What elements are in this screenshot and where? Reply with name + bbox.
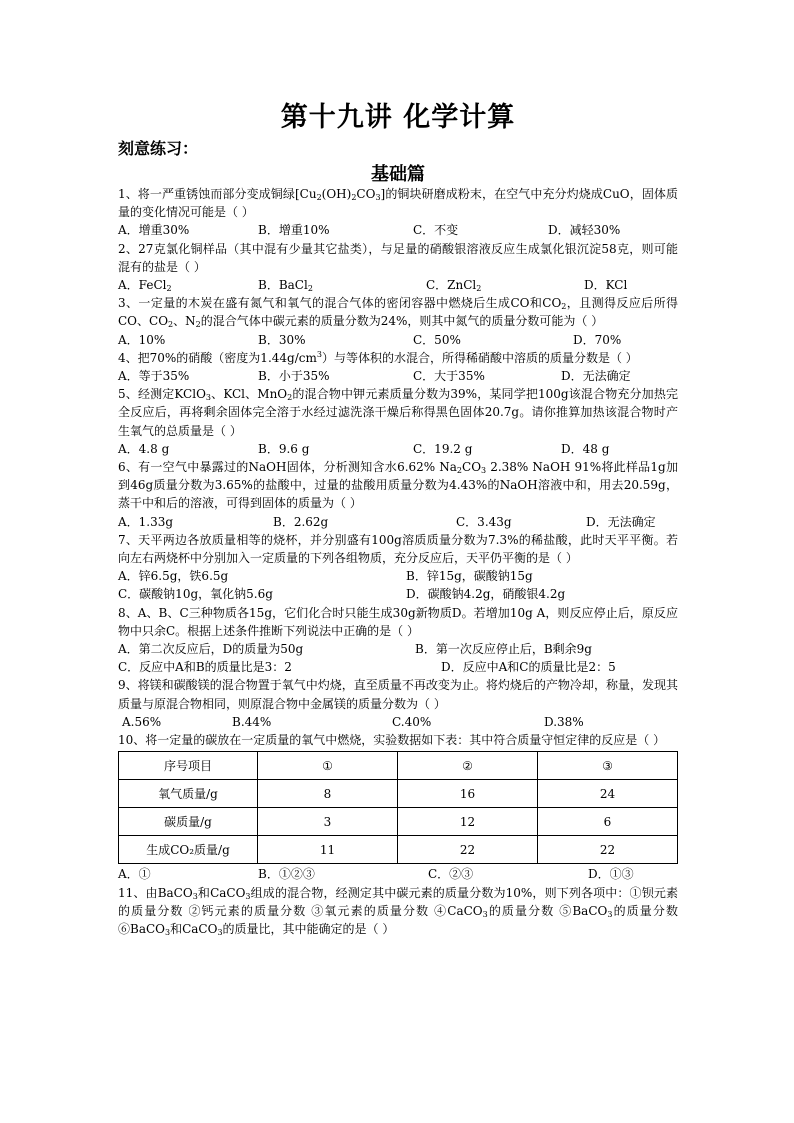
question-2: 2、27克氯化铜样品（其中混有少量其它盐类），与足量的硝酸银溶液反应生成氯化银沉淀58克，则可能混有的盐是（ ） <box>118 241 678 274</box>
question-8: 8、A、B、C三种物质各15g，它们化合时只能生成30g新物质D。若增加10g A，则反应停止后，原反应物中只余C。根据上述条件推断下列说法中正确的是（ ） <box>118 605 678 638</box>
option-c: C.40% <box>392 714 432 729</box>
table-header-cell: ③ <box>538 752 678 780</box>
question-9: 9、将镁和碳酸镁的混合物置于氧气中灼烧，直至质量不再改变为止。将灼烧后的产物冷却，称量，发现其质量与原混合物相同，则原混合物中金属镁的质量分数为（ ） <box>118 678 678 711</box>
option-c: C．3.43g <box>456 514 512 529</box>
option-a: A.56% <box>122 714 162 729</box>
question-1-options <box>118 221 678 239</box>
table-cell: 碳质量/g <box>119 808 258 836</box>
option-b: B．小于35% <box>258 369 330 384</box>
section-heading: 基础篇 <box>371 164 425 185</box>
option-d: D．70% <box>573 332 622 347</box>
practice-heading: 刻意练习： <box>118 139 199 158</box>
table-header-cell: ② <box>398 752 538 780</box>
table-cell: 6 <box>538 808 678 836</box>
table-cell: 8 <box>258 780 398 808</box>
question-5: 5、经测定KClO$_3$、KCl、MnO$_2$的混合物中钾元素质量分数为39%，某同学把100g该混合物充分加热完全反应后，再将剩余固体完全溶于水经过滤洗涤干燥后称得黑色固体20.7g。请你推算加热该混合物时产生氧气的总质量是（ ） <box>118 387 678 438</box>
option-a: A．增重30% <box>118 223 190 238</box>
question-3: 3、一定量的木炭在盛有氮气和氧气的混合气体的密闭容器中燃烧后生成CO和$CO_2$，且测得反应后所得CO、$CO_2$、$N_2$的混合气体中碳元素的质量分数为24%，则其中氮气的质量分数可能为（ ） <box>118 296 678 330</box>
table-cell: 氧气质量/g <box>119 780 258 808</box>
option-c: C．②③ <box>428 867 474 882</box>
table-cell: 3 <box>258 808 398 836</box>
option-a: A．10% <box>118 332 166 347</box>
option-d: D．KCl <box>584 278 628 293</box>
option-b: B．增重10% <box>258 223 330 238</box>
option-a: A．1.33g <box>118 514 174 529</box>
question-list <box>118 185 678 938</box>
option-d: D．碳酸钠4.2g，硝酸银4.2g <box>406 587 566 602</box>
option-b: B．9.6 g <box>258 441 310 456</box>
table-cell: 12 <box>398 808 538 836</box>
table-cell: 22 <box>538 836 678 864</box>
table-cell: 22 <box>398 836 538 864</box>
question-6-options <box>118 513 678 531</box>
option-c: C．不变 <box>413 223 459 238</box>
option-c: C．19.2 g <box>413 441 473 456</box>
option-c: C．碳酸钠10g，氧化钠5.6g <box>118 587 273 602</box>
option-a: A．等于35% <box>118 369 190 384</box>
option-b: B．锌15g，碳酸钠15g <box>406 569 533 584</box>
option-d: D．①③ <box>588 867 634 882</box>
option-c: C．反应中A和B的质量比是3：2 <box>118 660 292 675</box>
question-7: 7、天平两边各放质量相等的烧杯，并分别盛有100g溶质质量分数为7.3%的稀盐酸，此时天平平衡。若向左右两烧杯中分别加入一定质量的下列各组物质，充分反应后，天平仍平衡的是（ ） <box>118 532 678 566</box>
table-cell: 11 <box>258 836 398 864</box>
option-b: B．第一次反应停止后，B剩余9g <box>415 642 592 657</box>
question-2-options <box>118 276 678 294</box>
table-header-cell: 序号项目 <box>119 752 258 780</box>
table-row <box>119 836 678 864</box>
experiment-data-table <box>118 751 678 864</box>
option-d: D．无法确定 <box>586 514 656 529</box>
question-4-options <box>118 367 678 385</box>
option-c: C．ZnCl$_2$ <box>426 278 482 294</box>
option-d: D.38% <box>544 714 584 729</box>
question-7-options-row2 <box>118 585 678 603</box>
option-d: D．减轻30% <box>548 223 621 238</box>
question-10: 10、将一定量的碳放在一定质量的氧气中燃烧，实验数据如下表：其中符合质量守恒定律的反应是（ ） <box>118 733 666 748</box>
table-cell: 生成CO₂质量/g <box>119 836 258 864</box>
table-row <box>119 780 678 808</box>
option-b: B．30% <box>258 332 306 347</box>
question-5-options <box>118 440 678 458</box>
option-a: A．FeCl$_2$ <box>118 278 172 294</box>
question-1: 1、将一严重锈蚀而部分变成铜绿$[Cu_2(OH)_2CO_3]$的铜块研磨成粉末，在空气中充分灼烧成CuO，固体质量的变化情况可能是（ ） <box>118 187 679 220</box>
option-b: B．BaCl$_2$ <box>258 278 313 294</box>
table-cell: 16 <box>398 780 538 808</box>
option-d: D．反应中A和C的质量比是2：5 <box>441 660 616 675</box>
option-d: D．48 g <box>561 441 610 456</box>
table-header-cell: ① <box>258 752 398 780</box>
question-3-options <box>118 331 678 349</box>
option-b: B．2.62g <box>273 514 329 529</box>
table-header-row <box>119 752 678 780</box>
option-d: D．无法确定 <box>561 369 631 384</box>
question-8-options-row1 <box>118 640 678 658</box>
question-4: 4、把70%的硝酸（密度为$1.44g/cm^3$）与等体积的水混合，所得稀硝酸中溶质的质量分数是（ ） <box>118 349 638 365</box>
option-a: A．锌6.5g，铁6.5g <box>118 569 229 584</box>
question-6: 6、有一空气中暴露过的NaOH固体，分析测知含水6.62% $Na_2CO_3$ 2.38% NaOH 91%将此样品1g加到46g质量分数为3.65%的盐酸中，过量的盐酸用质量分数为4.43%的NaOH溶液中和，用去20.59g，蒸干中和后的溶液，可得到固体的质量为（ ） <box>118 460 678 511</box>
table-cell: 24 <box>538 780 678 808</box>
option-c: C．大于35% <box>413 369 485 384</box>
option-a: A．第二次反应后，D的质量为50g <box>118 642 304 657</box>
question-7-options-row1 <box>118 567 678 585</box>
table-row <box>119 808 678 836</box>
option-a: A．① <box>118 867 151 882</box>
option-b: B.44% <box>232 714 272 729</box>
page-title: 第十九讲 化学计算 <box>280 102 516 133</box>
question-8-options-row2 <box>118 658 678 676</box>
question-9-options <box>118 713 678 731</box>
question-11: 11、由BaCO$_3$和CaCO$_3$组成的混合物，经测定其中碳元素的质量分数为10%，则下列各项中：①钡元素的质量分数 ②钙元素的质量分数 ③氧元素的质量分数 ④CaCO$_3$的质量分数 ⑤BaCO$_3$的质量分数 ⑥BaCO$_3$和CaCO$_3$的质量比，其中能确定的是（ ） <box>118 885 678 937</box>
question-10-options <box>118 865 678 883</box>
option-c: C．50% <box>413 332 461 347</box>
option-b: B．①②③ <box>258 867 315 882</box>
option-a: A．4.8 g <box>118 441 170 456</box>
